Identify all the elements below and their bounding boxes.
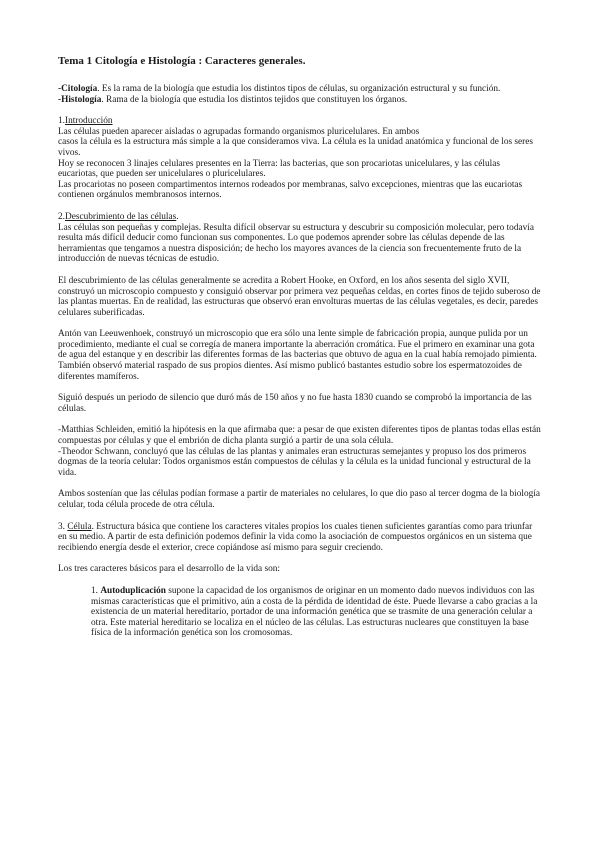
section-1-para-3: Las procariotas no poseen compartimentos internos rodeados por membranas, salvo excepciones, mientras que las eucariotas contienen orgánulos membranosos internos. bbox=[58, 179, 523, 201]
section-2-para-6: -Theodor Schwann, concluyó que las células de las plantas y animales eran estructuras semejantes y propuso los dos primeros dogmas de la teoría celular: Todos organismos están compuestos de células y la célula es la unidad funcional y estructural de la vida. bbox=[58, 446, 531, 478]
section-1-para-1 bbox=[58, 127, 541, 159]
list-item-number: 1. bbox=[91, 585, 98, 596]
definition-histologia bbox=[58, 95, 541, 106]
section-1-para-1-line-1: Las células pueden aparecer aisladas o agrupadas formando organismos pluricelulares. En ambos bbox=[58, 126, 420, 137]
section-1-number: 1. bbox=[58, 116, 65, 127]
section-3-para-1 bbox=[58, 522, 541, 554]
section-2-para-5: -Matthias Schleiden, emitió la hipótesis en la que afirmaba que: a pesar de que existen diferentes tipos de plantas todas ellas están compuestas por células y que el embrión de dicha planta surgió a partir de una sola célula. bbox=[58, 425, 541, 447]
section-2-para-1: Las células son pequeñas y complejas. Resulta difícil observar su estructura y descubrir su composición molecular, pero todavía resulta más difícil deducir como funcionan sus componentes. Lo que podemos aprender sobre las células depende de las herramientas que tengamos a nuestra disposición; de hecho los mayores avances de la ciencia son frecuentemente fruto de la introducción de nuevas técnicas de estudio. bbox=[58, 222, 534, 265]
document-title: Tema 1 Citología e Histología : Caracteres generales. bbox=[58, 55, 306, 67]
section-2-para-3: Antón van Leeuwenhoek, construyó un microscopio que era sólo una lente simple de fabricación propia, aunque pulida por un procedimiento, mediante el cual se corregía de manera importante la aberración cromática. Fue el primero en examinar una gota de agua del estanque y en describir las diferentes formas de las bacterias que obtuvo de agua en la cual había remojado pimienta. También observó material raspado de sus propios dientes. Así mismo publicó bastantes estudio sobre los espermatozoides de diferentes mamíferos. bbox=[58, 329, 537, 382]
section-1-heading bbox=[58, 116, 541, 127]
list-item-term: Autoduplicación bbox=[100, 585, 166, 596]
term-citologia: -Citología bbox=[58, 84, 98, 94]
section-2-para-7: Ambos sostenían que las células podían formase a partir de materiales no celulares, lo que dio paso al tercer dogma de la biología celular, toda célula procede de otra célula. bbox=[58, 489, 540, 510]
section-2-title-end: . bbox=[176, 211, 179, 222]
section-2-number: 2. bbox=[58, 211, 65, 222]
term-histologia: -Histología bbox=[58, 94, 102, 105]
section-2-title: Descubrimiento de las células bbox=[64, 211, 177, 222]
section-3-title-end: . bbox=[91, 521, 94, 532]
section-1-title: Introducción bbox=[64, 116, 113, 127]
text-histologia: . Rama de la biología que estudia los distintos tejidos que constituyen los órganos. bbox=[101, 94, 408, 105]
section-2-para-4: Siguió después un periodo de silencio que duró más de 150 años y no fue hasta 1830 cuando se comprobó la importancia de las células. bbox=[58, 393, 532, 414]
section-2-heading bbox=[58, 212, 541, 223]
section-3-para-2: Los tres caracteres básicos para el desarrollo de la vida son: bbox=[58, 564, 280, 575]
definition-citologia bbox=[58, 84, 541, 95]
list-item-autoduplicacion bbox=[58, 586, 541, 639]
list-item-text: supone la capacidad de los organismos de originar en un momento dado nuevos individuos con las mismas características que el primitivo, aún a costa de la pérdida de identidad de éste. Puede llevarse a cabo gracias a la existencia de un material hereditario, portador de una información genética que se trasmite de una generación celular a otra. Este material hereditario se localiza en el núcleo de las células. Las estructuras nucleares que constituyen la base física de la información genética son los cromosomas. bbox=[91, 585, 538, 639]
section-3-number: 3. bbox=[58, 521, 65, 532]
section-3-text: Estructura básica que contiene los caracteres vitales propios los cuales tienen suficientes garantías como para triunfar en su medio. A partir de esta definición podemos definir la vida como la asociación de compuestos orgánicos en un sistema que recibiendo energía desde el exterior, crece copiándose así mismo para seguir creciendo. bbox=[58, 521, 533, 553]
section-1-para-1-rest: casos la célula es la estructura más simple a la que consideramos viva. La célula es la unidad anatómica y funcional de los seres vivos. bbox=[58, 137, 533, 158]
text-citologia: . Es la rama de la biología que estudia los distintos tipos de células, su organización estructural y su función. bbox=[97, 84, 501, 94]
section-1-para-2: Hoy se reconocen 3 linajes celulares presentes en la Tierra: las bacterias, que son procariotas unicelulares, y las células eucariotas, que pueden ser unicelulares o pluricelulares. bbox=[58, 158, 500, 180]
section-3-title: Célula bbox=[67, 521, 92, 532]
section-2-para-2: El descubrimiento de las células generalmente se acredita a Robert Hooke, en Oxford, en los años sesenta del siglo XVII, construyó un microscopio compuesto y consiguió observar por primera vez pequeñas celdas, en cortes finos de tejido suberoso de las plantas muertas. En de realidad, las estructuras que observó eran envolturas muertas de las células vegetales, es decir, paredes celulares suberificadas. bbox=[58, 275, 541, 318]
